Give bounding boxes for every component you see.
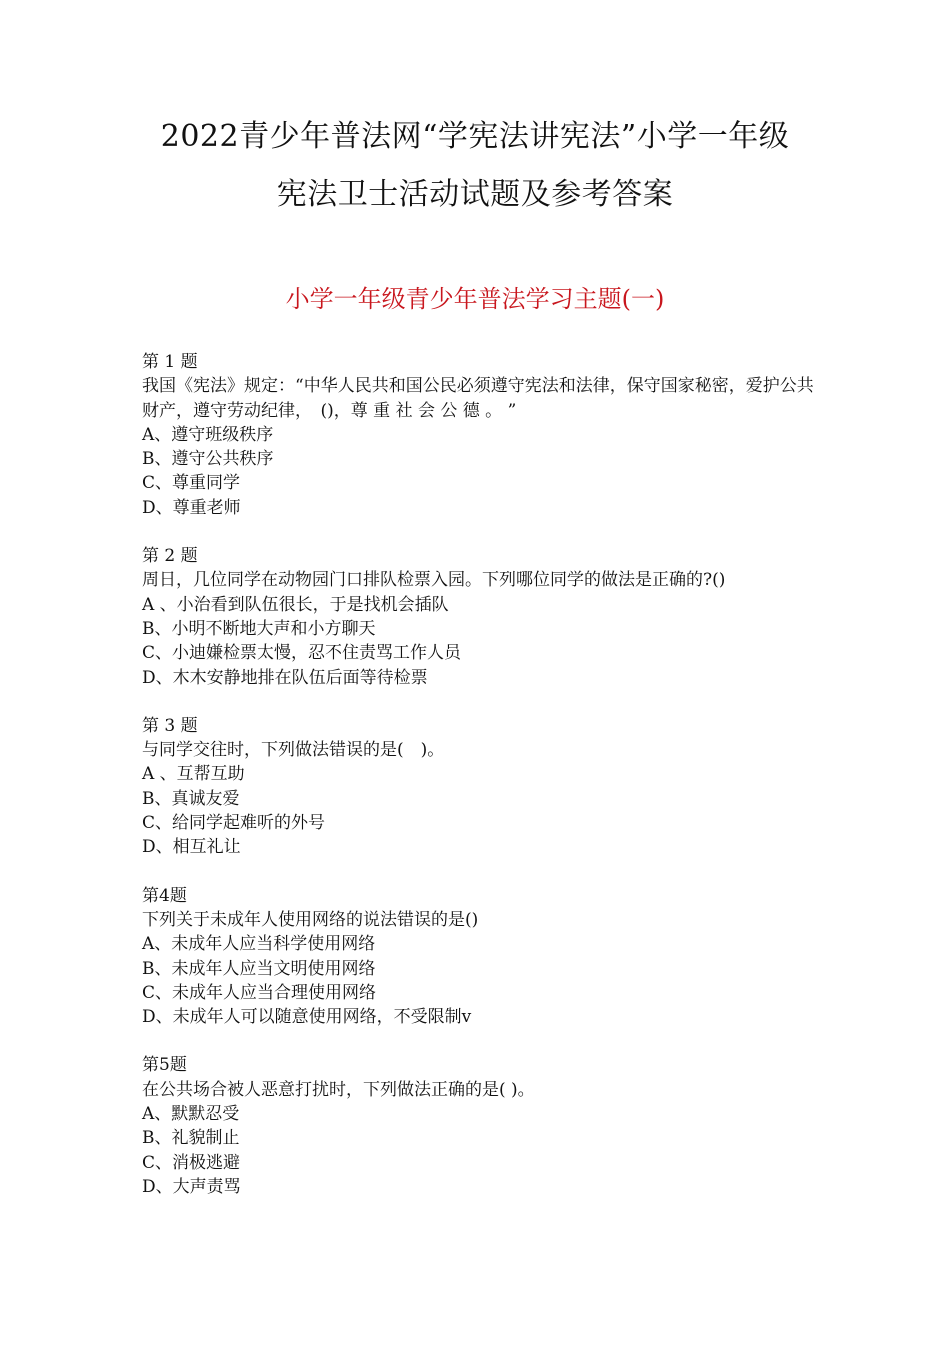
option-a: A、未成年人应当科学使用网络 <box>142 934 376 955</box>
option-b: B、小明不断地大声和小方聊天 <box>142 618 376 639</box>
option-c: C、小迪嫌检票太慢，忍不住责骂工作人员 <box>142 643 462 664</box>
question-number: 第4题 <box>142 885 187 906</box>
option-a: A 、互帮互助 <box>142 764 245 785</box>
question-3 <box>142 714 822 860</box>
option-c: C、未成年人应当合理使用网络 <box>142 982 377 1003</box>
option-d: D、木木安静地排在队伍后面等待检票 <box>142 667 428 688</box>
document-title <box>0 108 950 224</box>
option-b: B、未成年人应当文明使用网络 <box>142 958 376 979</box>
option-d: D、尊重老师 <box>142 497 241 518</box>
option-c: C、尊重同学 <box>142 473 241 494</box>
option-a: A、默默忍受 <box>142 1104 240 1125</box>
option-b: B、礼貌制止 <box>142 1128 240 1149</box>
option-d: D、大声责骂 <box>142 1176 241 1197</box>
option-d: D、未成年人可以随意使用网络，不受限制v <box>142 1007 472 1028</box>
option-c: C、消极逃避 <box>142 1152 241 1173</box>
option-a: A 、小治看到队伍很长，于是找机会插队 <box>142 594 449 615</box>
question-number: 第 3 题 <box>142 715 198 736</box>
title-line-2: 宪法卫士活动试题及参考答案 <box>276 177 674 212</box>
question-stem: 与同学交往时，下列做法错误的是( )。 <box>142 740 445 761</box>
question-stem: 下列关于未成年人使用网络的说法错误的是() <box>142 909 479 930</box>
question-stem: 周日，几位同学在动物园门口排队检票入园。下列哪位同学的做法是正确的?() <box>142 570 726 591</box>
section-title: 小学一年级青少年普法学习主题(一) <box>285 285 665 313</box>
question-number: 第 1 题 <box>142 352 198 372</box>
option-b: B、遵守公共秩序 <box>142 449 274 470</box>
question-1 <box>142 350 822 520</box>
option-c: C、给同学起难听的外号 <box>142 813 326 834</box>
question-number: 第5题 <box>142 1055 187 1076</box>
question-number: 第 2 题 <box>142 546 198 567</box>
question-stem: 在公共场合被人恶意打扰时，下列做法正确的是( )。 <box>142 1079 535 1100</box>
question-2 <box>142 544 822 690</box>
question-stem: 我国《宪法》规定：“中华人民共和国公民必须遵守宪法和法律，保守国家秘密，爱护公共财产，遵守劳动纪律， ()，尊 重 社 会 公 德 。 ” <box>142 376 814 421</box>
question-4 <box>142 884 822 1030</box>
option-d: D、相互礼让 <box>142 837 241 858</box>
title-line-1: 2022青少年普法网“学宪法讲宪法”小学一年级 <box>160 119 790 154</box>
option-a: A、遵守班级秩序 <box>142 424 274 445</box>
option-b: B、真诚友爱 <box>142 788 240 809</box>
question-5 <box>142 1053 822 1199</box>
question-list <box>142 350 822 1223</box>
